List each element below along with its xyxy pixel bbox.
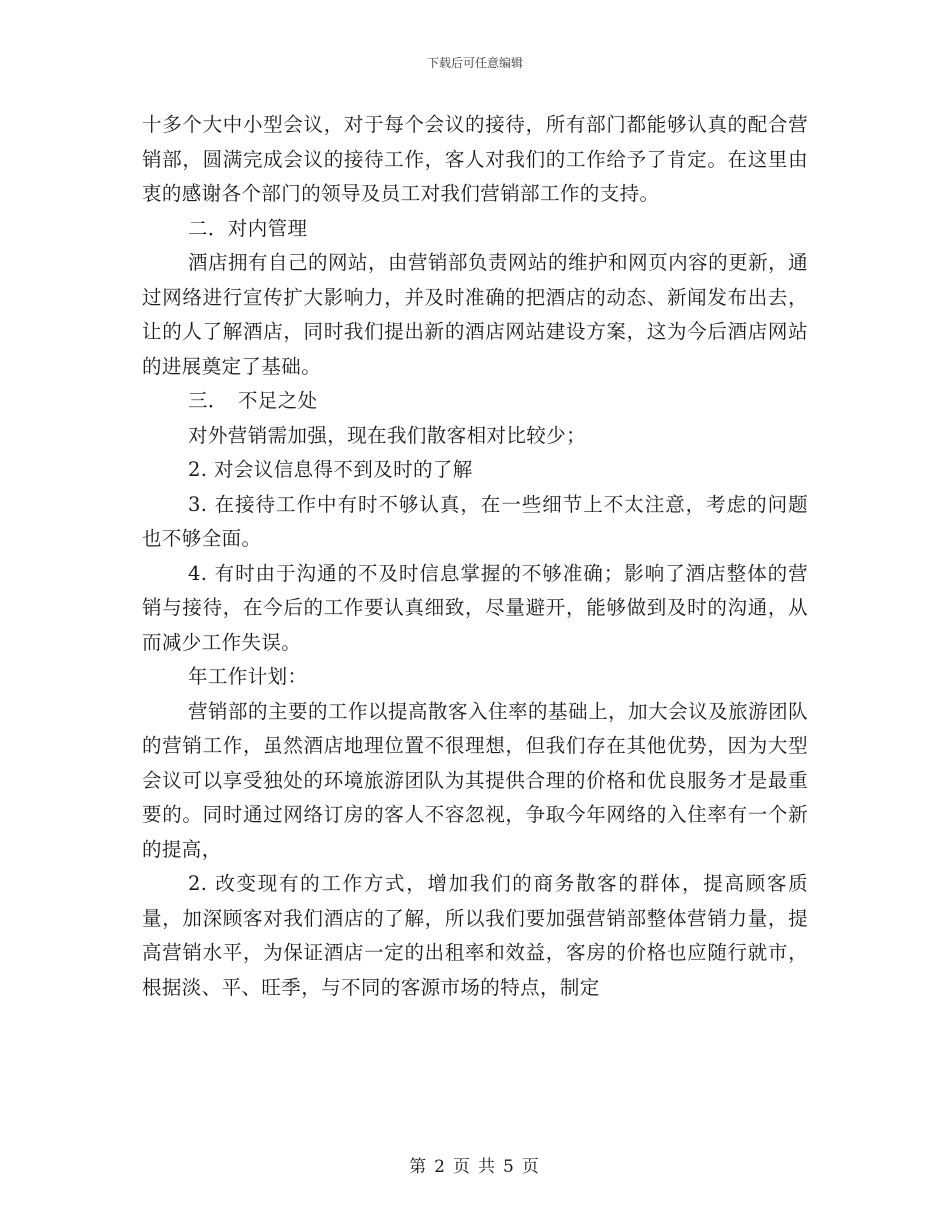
total-page-count: 5 <box>503 1157 516 1177</box>
footer-page-word: 页 <box>453 1157 472 1177</box>
page-number-footer <box>0 1152 950 1177</box>
paragraph-website: 酒店拥有自己的网站，由营销部负责网站的维护和网页内容的更新，通过网络进行宣传扩大影响力，并及时准确的把酒店的动态、新闻发布出去，让的人了解酒店，同时我们提出新的酒店网站建设方案，这为今后酒店网站的进展奠定了基础。 <box>142 251 808 378</box>
list-item-shortcoming-1: 对外营销需加强，现在我们散客相对比较少； <box>188 423 587 447</box>
list-item-shortcoming-4: 4. 有时由于沟通的不及时信息掌握的不够准确；影响了酒店整体的营销与接待，在今后的工作要认真细致，尽量避开，能够做到及时的沟通，从而减少工作失误。 <box>142 561 808 654</box>
list-item-shortcoming-3: 3. 在接待工作中有时不够认真，在一些细节上不太注意，考虑的问题也不够全面。 <box>142 492 808 550</box>
document-body <box>142 108 808 1005</box>
section-heading-internal-management: 二．对内管理 <box>188 216 308 240</box>
footer-prefix: 第 <box>409 1157 429 1177</box>
footer-total-word: 共 <box>478 1157 497 1177</box>
paragraph-plan-1: 营销部的主要的工作以提高散客入住率的基础上，加大会议及旅游团队的营销工作，虽然酒店地理位置不很理想，但我们存在其他优势，因为大型会议可以享受独处的环境旅游团队为其提供合理的价格和优良服务才是最重要的。同时通过网络订房的客人不容忽视，争取今年网络的入住率有一个新的提高， <box>142 699 808 861</box>
footer-suffix: 页 <box>521 1157 541 1177</box>
paragraph-plan-2: 2. 改变现有的工作方式，增加我们的商务散客的群体，提高顾客质量，加深顾客对我们酒店的了解，所以我们要加强营销部整体营销力量，提高营销水平，为保证酒店一定的出租率和效益，客房的价格也应随行就市，根据淡、平、旺季，与不同的客源市场的特点，制定 <box>142 872 808 999</box>
section-heading-shortcomings: 三． 不足之处 <box>188 389 318 412</box>
section-heading-annual-plan: 年工作计划： <box>188 665 308 688</box>
list-item-shortcoming-2: 2. 对会议信息得不到及时的了解 <box>188 458 473 481</box>
current-page-number: 2 <box>434 1157 447 1177</box>
paragraph-intro-continued: 十多个大中小型会议，对于每个会议的接待，所有部门都能够认真的配合营销部，圆满完成会议的接待工作，客人对我们的工作给予了肯定。在这里由衷的感谢各个部门的领导及员工对我们营销部工作的支持。 <box>142 113 808 205</box>
page-header-note: 下载后可任意编辑 <box>426 56 523 70</box>
